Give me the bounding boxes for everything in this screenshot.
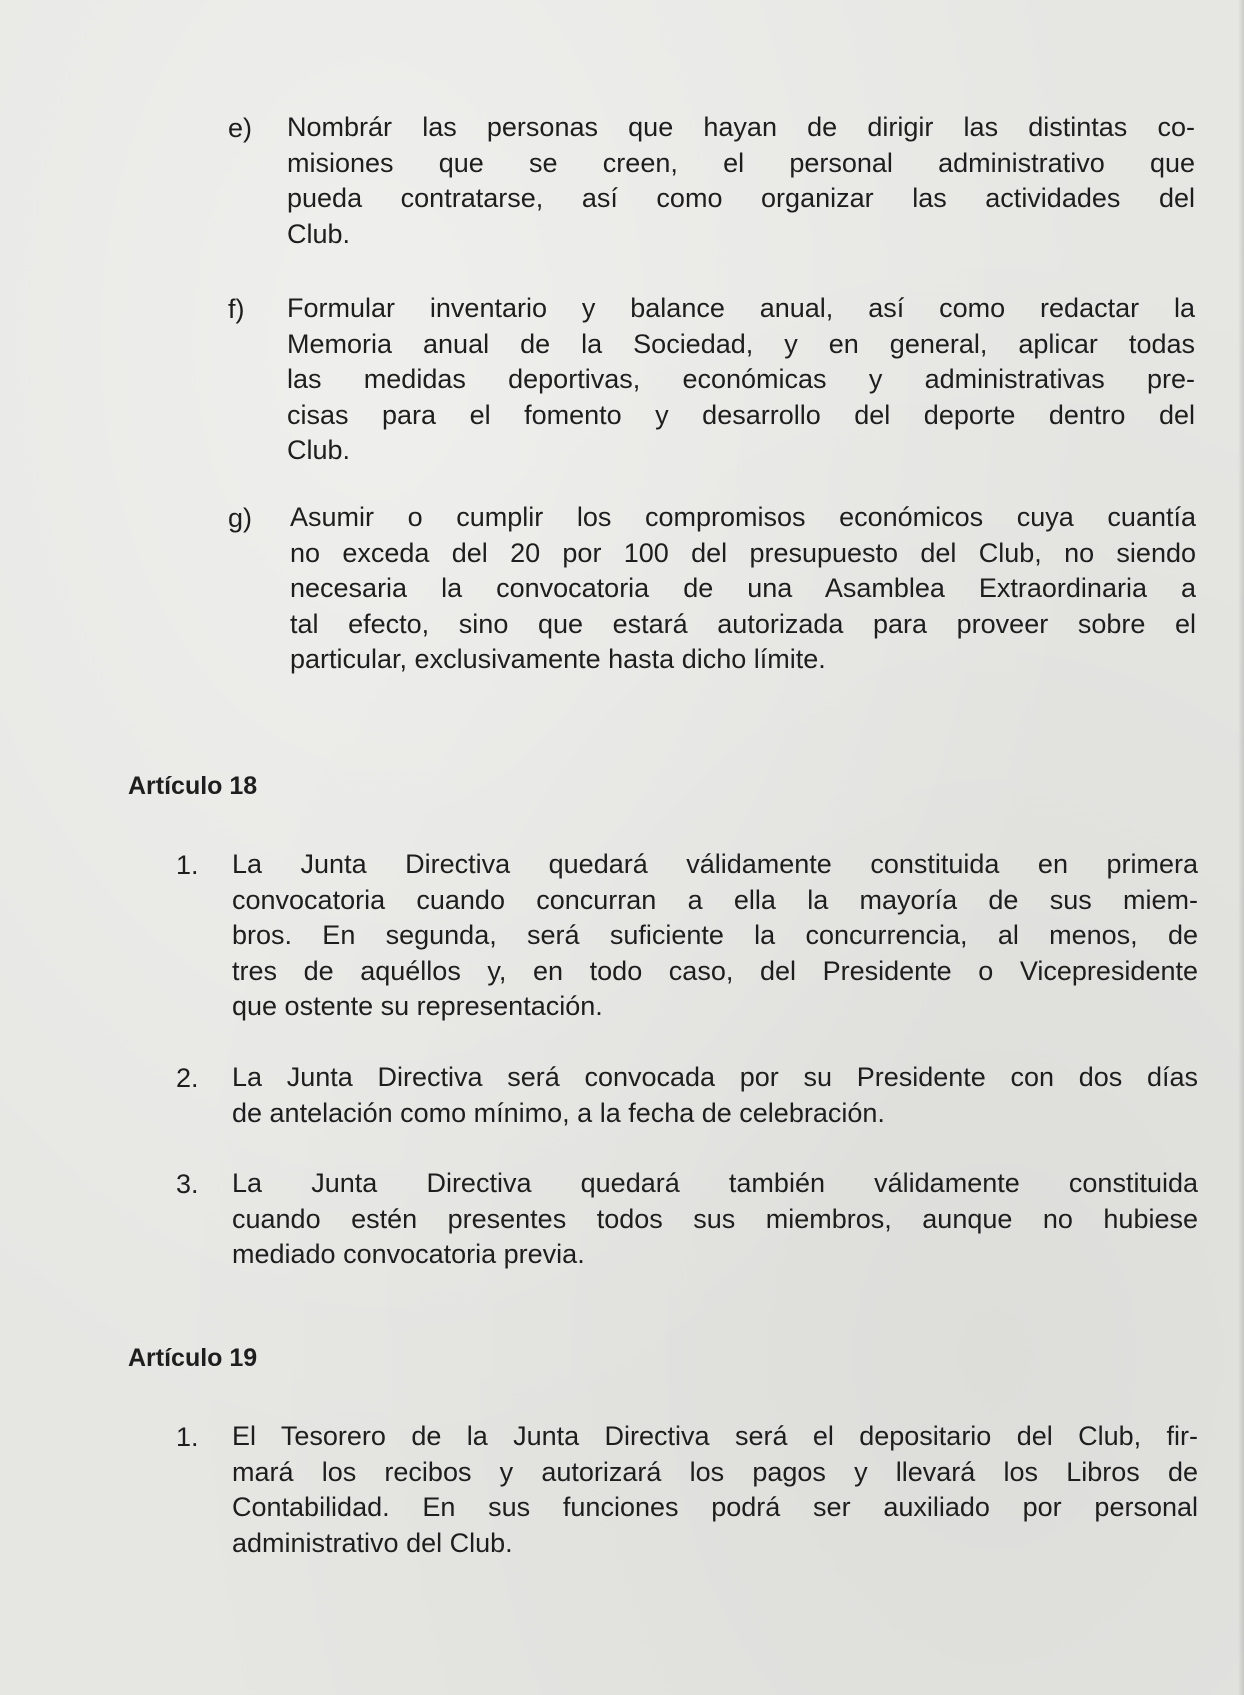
page-edge-shadow [1238, 0, 1244, 1695]
item-paragraph [232, 847, 1198, 1025]
item-paragraph [287, 110, 1195, 252]
item-paragraph [232, 1419, 1198, 1561]
paragraph-line: tal efecto, sino que estará autorizada para proveer sobre el [290, 608, 1196, 639]
item-label: g) [228, 503, 253, 533]
paragraph-line: necesaria la convocatoria de una Asamblea Extraordinaria a [290, 573, 1196, 603]
item-label: 2. [176, 1063, 199, 1093]
paragraph-line: La Junta Directiva quedará válidamente constituida en primera [232, 849, 1198, 879]
paragraph-line: Formular inventario y balance anual, así como redactar la [287, 293, 1195, 323]
paragraph-line: Nombrár las personas que hayan de dirigir las distintas co- [287, 112, 1195, 142]
paragraph-line: las medidas deportivas, económicas y administrativas pre- [287, 364, 1195, 394]
item-label: 1. [176, 1422, 199, 1452]
paragraph-line: mará los recibos y autorizará los pagos y llevará los Libros de [232, 1456, 1198, 1487]
article-heading: Artículo 19 [128, 1344, 258, 1372]
paragraph-line: misiones que se creen, el personal administrativo que [287, 147, 1195, 178]
paragraph-line: bros. En segunda, será suficiente la concurrencia, al menos, de [232, 920, 1198, 950]
paragraph-line: tres de aquéllos y, en todo caso, del Presidente o Vicepresidente [232, 955, 1198, 986]
item-label: 3. [176, 1169, 199, 1199]
item-label: 1. [176, 850, 199, 880]
paragraph-line: El Tesorero de la Junta Directiva será el depositario del Club, fir- [232, 1421, 1198, 1451]
paragraph-line: que ostente su representación. [232, 991, 603, 1021]
paragraph-line: cisas para el fomento y desarrollo del deporte dentro del [287, 399, 1195, 430]
article-heading: Artículo 18 [128, 772, 258, 800]
paragraph-line: La Junta Directiva será convocada por su Presidente con dos días [232, 1062, 1198, 1092]
item-paragraph [290, 500, 1196, 678]
paragraph-line: convocatoria cuando concurran a ella la mayoría de sus miem- [232, 884, 1198, 915]
item-paragraph [232, 1060, 1198, 1131]
paragraph-line: de antelación como mínimo, a la fecha de celebración. [232, 1097, 885, 1128]
paragraph-line: Asumir o cumplir los compromisos económicos cuya cuantía [290, 502, 1196, 532]
item-paragraph [287, 291, 1195, 469]
paragraph-line: no exceda del 20 por 100 del presupuesto del Club, no siendo [290, 537, 1196, 568]
item-paragraph [232, 1166, 1198, 1273]
paragraph-line: pueda contratarse, así como organizar las actividades del [287, 183, 1195, 213]
paragraph-line: La Junta Directiva quedará también válidamente constituida [232, 1168, 1198, 1198]
item-label: f) [228, 294, 245, 324]
item-label: e) [228, 113, 253, 143]
paragraph-line: mediado convocatoria previa. [232, 1239, 585, 1269]
paragraph-line: Club. [287, 218, 351, 249]
paragraph-line: cuando estén presentes todos sus miembros, aunque no hubiese [232, 1203, 1198, 1234]
paragraph-line: Club. [287, 435, 351, 465]
paragraph-line: Memoria anual de la Sociedad, y en general, aplicar todas [287, 328, 1195, 359]
paragraph-line: Contabilidad. En sus funciones podrá ser auxiliado por personal [232, 1492, 1198, 1522]
paragraph-line: administrativo del Club. [232, 1527, 513, 1558]
paragraph-line: particular, exclusivamente hasta dicho límite. [290, 644, 826, 674]
